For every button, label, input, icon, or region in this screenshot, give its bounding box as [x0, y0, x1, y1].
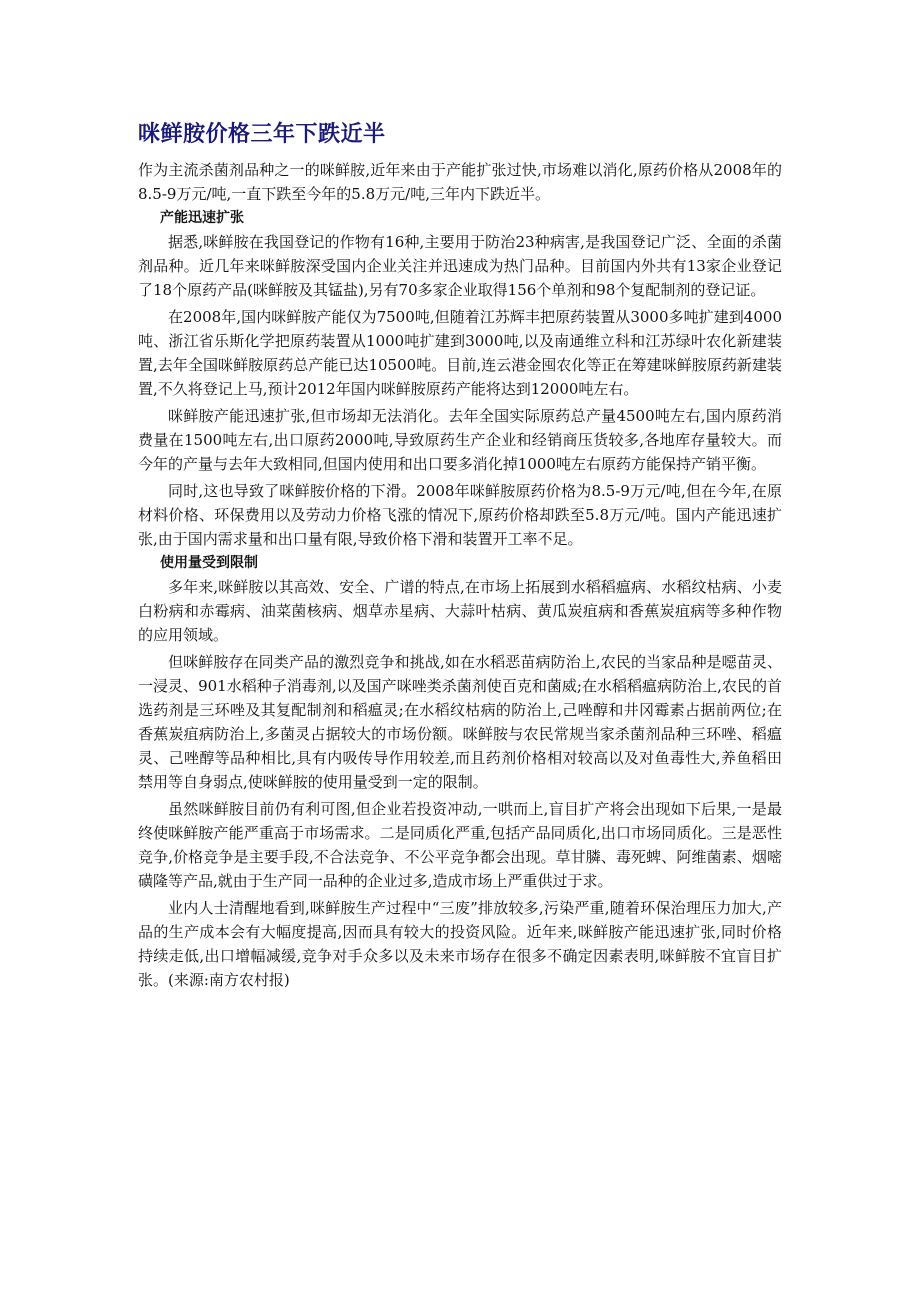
- paragraph: 同时,这也导致了咪鲜胺价格的下滑。2008年咪鲜胺原药价格为8.5-9万元/吨,但在今年,在原材料价格、环保费用以及劳动力价格飞涨的情况下,原药价格却跌至5.8万元/吨。国内产能迅速扩张,由于国内需求量和出口量有限,导致价格下滑和装置开工率不足。: [138, 482, 782, 548]
- paragraph: 在2008年,国内咪鲜胺产能仅为7500吨,但随着江苏辉丰把原药装置从3000多吨扩建到4000吨、浙江省乐斯化学把原药装置从1000吨扩建到3000吨,以及南通维立科和江苏绿叶农化新建装置,去年全国咪鲜胺原药总产能已达10500吨。目前,连云港金囤农化等正在筹建咪鲜胺原药新建装置,不久将登记上马,预计2012年国内咪鲜胺原药产能将达到12000吨左右。: [138, 308, 782, 398]
- paragraph: 但咪鲜胺存在同类产品的激烈竞争和挑战,如在水稻恶苗病防治上,农民的当家品种是噁苗灵、一浸灵、901水稻种子消毒剂,以及国产咪唑类杀菌剂使百克和菌威;在水稻稻瘟病防治上,农民的首选药剂是三环唑及其复配制剂和稻瘟灵;在水稻纹枯病的防治上,己唑醇和井冈霉素占据前两位;在香蕉炭疽病防治上,多菌灵占据较大的市场份额。咪鲜胺与农民常规当家杀菌剂品种三环唑、稻瘟灵、己唑醇等品种相比,具有内吸传导作用较差,而且药剂价格相对较高以及对鱼毒性大,养鱼稻田禁用等自身弱点,使咪鲜胺的使用量受到一定的限制。: [138, 653, 782, 791]
- document-page: [138, 118, 782, 992]
- paragraph: 多年来,咪鲜胺以其高效、安全、广谱的特点,在市场上拓展到水稻稻瘟病、水稻纹枯病、小麦白粉病和赤霉病、油菜菌核病、烟草赤星病、大蒜叶枯病、黄瓜炭疽病和香蕉炭疽病等多种作物的应用领域。: [138, 578, 782, 644]
- paragraph: 据悉,咪鲜胺在我国登记的作物有16种,主要用于防治23种病害,是我国登记广泛、全面的杀菌剂品种。近几年来咪鲜胺深受国内企业关注并迅速成为热门品种。目前国内外共有13家企业登记了18个原药产品(咪鲜胺及其锰盐),另有70多家企业取得156个单剂和98个复配制剂的登记证。: [138, 233, 782, 299]
- article-title: 咪鲜胺价格三年下跌近半: [138, 122, 386, 147]
- section-heading-usage: 使用量受到限制: [160, 555, 258, 571]
- paragraph: 咪鲜胺产能迅速扩张,但市场却无法消化。去年全国实际原药总产量4500吨左右,国内原药消费量在1500吨左右,出口原药2000吨,导致原药生产企业和经销商压货较多,各地库存量较大。而今年的产量与去年大致相同,但国内使用和出口要多消化掉1000吨左右原药方能保持产销平衡。: [138, 407, 782, 473]
- intro-paragraph: 作为主流杀菌剂品种之一的咪鲜胺,近年来由于产能扩张过快,市场难以消化,原药价格从2008年的8.5-9万元/吨,一直下跌至今年的5.8万元/吨,三年内下跌近半。: [138, 161, 782, 203]
- paragraph: 虽然咪鲜胺目前仍有利可图,但企业若投资冲动,一哄而上,盲目扩产将会出现如下后果,一是最终使咪鲜胺产能严重高于市场需求。二是同质化严重,包括产品同质化,出口市场同质化。三是恶性竞争,价格竞争是主要手段,不合法竞争、不公平竞争都会出现。草甘膦、毒死蜱、阿维菌素、烟嘧磺隆等产品,就由于生产同一品种的企业过多,造成市场上严重供过于求。: [138, 800, 782, 890]
- paragraph: 业内人士清醒地看到,咪鲜胺生产过程中“三废”排放较多,污染严重,随着环保治理压力加大,产品的生产成本会有大幅度提高,因而具有较大的投资风险。近年来,咪鲜胺产能迅速扩张,同时价格持续走低,出口增幅减缓,竞争对手众多以及未来市场存在很多不确定因素表明,咪鲜胺不宜盲目扩张。(来源:南方农村报): [138, 899, 782, 989]
- section-heading-capacity: 产能迅速扩张: [160, 210, 244, 226]
